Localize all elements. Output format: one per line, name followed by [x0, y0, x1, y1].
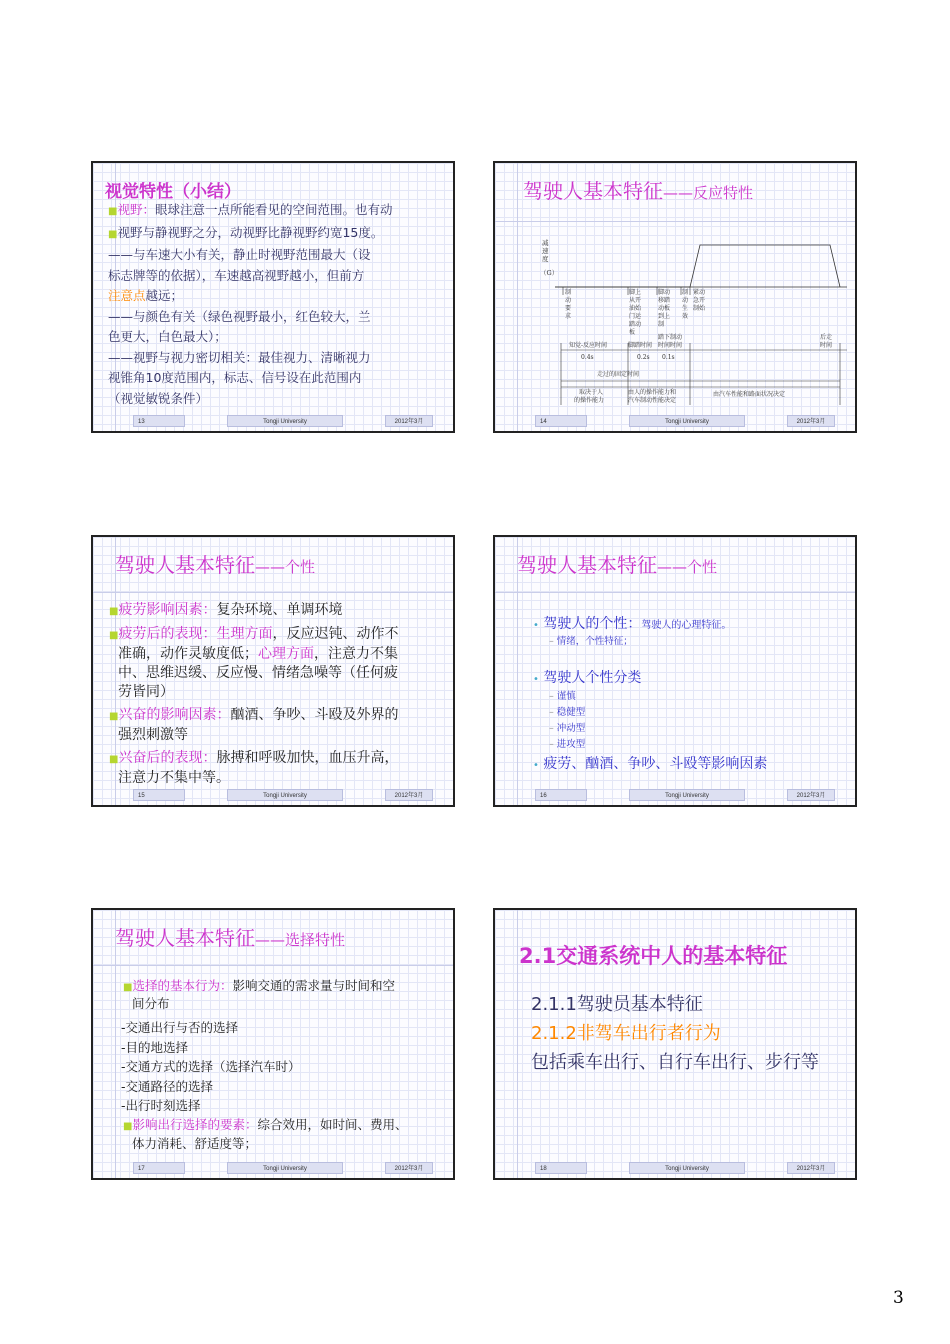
- text: 眼球注意一点所能看见的空间范围。也有动: [154, 202, 393, 217]
- slide-title: 视觉特性（小结）: [105, 182, 241, 202]
- list-item: -目的地选择: [121, 1039, 189, 1055]
- svg-text:踏动: 踏动: [629, 321, 642, 328]
- event-emergency-brake: [693, 288, 706, 312]
- text: ——与颜色有关（绿色视野最小，红色较大，兰: [108, 308, 371, 324]
- list-item: 冲动型: [556, 723, 586, 734]
- event-brake-effective: [682, 288, 688, 320]
- svg-text:门运: 门运: [629, 313, 642, 320]
- slide-body: [533, 615, 853, 775]
- bullet-icon: ■: [123, 1120, 133, 1132]
- text: 疲劳、酗酒、争吵、斗殴等影响因素: [543, 756, 768, 772]
- highlight: 生理方面: [216, 626, 273, 642]
- footer-center: Tongji University: [227, 1162, 343, 1174]
- text: 驾驶人个性分类: [543, 670, 642, 686]
- seg-after-2: 时间: [820, 342, 833, 349]
- text: 间分布: [132, 996, 170, 1011]
- slide-footer: [93, 415, 453, 427]
- text: 标志牌等的依据），车速越高视野越小，但前方: [108, 267, 365, 283]
- footer-date: 2012年3月: [787, 415, 835, 427]
- text: 准确，动作灵敏度低；: [118, 646, 258, 662]
- slide-number: 16: [535, 789, 587, 801]
- text: （视觉敏锐条件）: [108, 390, 209, 406]
- bottom-1b: 的操作能力: [574, 397, 605, 404]
- svg-text:脚上: 脚上: [629, 289, 642, 296]
- title-sub: ——反应特性: [663, 184, 754, 202]
- title-sub: ——选择特性: [255, 931, 346, 949]
- list-item: 稳健型: [556, 707, 586, 718]
- svg-text:求: 求: [565, 313, 572, 320]
- footer-center: Tongji University: [629, 1162, 745, 1174]
- ylabel-3: 度: [542, 255, 549, 263]
- text: 强烈刺激等: [118, 727, 188, 743]
- svg-text:生: 生: [682, 305, 689, 312]
- text: ——与车速大小有关，静止时视野范围最大（设: [108, 247, 371, 262]
- seg-press-2: 时间时间: [658, 342, 683, 349]
- slide-footer: [495, 415, 855, 427]
- slide-title: 2.1交通系统中人的基本特征: [519, 944, 788, 968]
- footer-date: 2012年3月: [787, 789, 835, 801]
- slide-footer: [495, 789, 855, 801]
- term: 视野：: [117, 202, 155, 217]
- slide-number: 13: [133, 415, 185, 427]
- dash-icon: –: [549, 739, 557, 750]
- t-press: 0.1s: [662, 354, 675, 361]
- deceleration-curve: [555, 245, 840, 287]
- list-item: 进攻型: [556, 739, 586, 750]
- guide-line: [495, 592, 855, 593]
- text: ，注意力不集: [314, 646, 398, 662]
- text: 劳皆同）: [118, 684, 174, 700]
- term: 驾驶人的个性：: [543, 616, 642, 632]
- highlight: 心理方面: [258, 646, 314, 662]
- bullet-icon: ■: [109, 711, 119, 722]
- slide-16: [493, 535, 857, 807]
- slide-title: [115, 549, 315, 578]
- svg-text:效: 效: [682, 313, 689, 320]
- t-pedal: 0.2s: [637, 354, 650, 361]
- event-foot-move: [629, 288, 642, 336]
- slide-18: [493, 908, 857, 1180]
- slide-13: [91, 161, 455, 433]
- text: ，反应迟钝、动作不: [272, 626, 399, 642]
- ylabel-2: 速: [542, 247, 549, 255]
- bullet-icon: ■: [108, 228, 118, 240]
- event-brake-request: [565, 288, 571, 320]
- svg-text:制: 制: [565, 289, 572, 296]
- bullet-icon: •: [533, 674, 539, 685]
- text: ——视野与视力密切相关：最佳视力、清晰视力: [108, 349, 371, 365]
- slide-body: [123, 978, 453, 1152]
- svg-text:制始: 制始: [693, 305, 706, 312]
- title-main: 驾驶人基本特征: [517, 553, 657, 577]
- bullet-icon: ■: [123, 982, 133, 993]
- dash-icon: –: [549, 723, 557, 734]
- term: 兴奋的影响因素：: [118, 707, 231, 723]
- guide-line: [93, 592, 453, 593]
- text: 驾驶人的心理特征。: [641, 620, 732, 631]
- list-item: -交通出行与否的选择: [121, 1020, 239, 1035]
- footer-center: Tongji University: [227, 415, 343, 427]
- text: 影响交通的需求量与时间和空: [232, 978, 395, 993]
- slide-number: 15: [133, 789, 185, 801]
- bullet-icon: ■: [109, 630, 119, 641]
- t-perception: 0.4s: [581, 354, 594, 361]
- slide-footer: [495, 1162, 855, 1174]
- slide-body: [109, 601, 454, 788]
- list-item: -交通路径的选择: [121, 1078, 214, 1094]
- seg-perception: 知觉-反应时间: [569, 342, 608, 349]
- list-item: -出行时刻选择: [121, 1098, 201, 1113]
- svg-text:动: 动: [565, 297, 572, 304]
- subsection-note: 包括乘车出行、自行车出行、步行等: [531, 1052, 819, 1073]
- svg-text:制: 制: [682, 289, 689, 296]
- guide-line: [517, 910, 518, 1178]
- text: 综合效用，如时间、费用、: [257, 1116, 408, 1132]
- slide-title: [517, 549, 717, 578]
- seg-press: 踏下制动: [658, 334, 683, 341]
- svg-text:移踏: 移踏: [658, 297, 671, 304]
- slide-body: [108, 200, 453, 409]
- list-item: 谨慎: [556, 691, 576, 702]
- slide-title: [523, 175, 753, 204]
- slide-17: [91, 908, 455, 1180]
- svg-text:从开: 从开: [629, 297, 642, 304]
- seg-pedal: 脚踏时间: [628, 342, 653, 349]
- bullet-icon: •: [533, 620, 539, 631]
- text: 视锥角10度范围内，标志、信号设在此范围内: [108, 370, 362, 385]
- svg-text:油始: 油始: [629, 305, 642, 312]
- bottom-1a: 取决于人: [579, 389, 604, 396]
- highlight: 注意点: [108, 288, 146, 303]
- title-sub: ——个性: [255, 558, 316, 576]
- bullet-icon: ■: [108, 206, 118, 217]
- footer-center: Tongji University: [227, 789, 343, 801]
- svg-text:脚动: 脚动: [658, 289, 671, 296]
- event-foot-to-brake: [658, 288, 670, 328]
- list-item: -交通方式的选择（选择汽车时）: [121, 1059, 301, 1074]
- bottom-2a: 由人的操作能力和: [628, 389, 677, 396]
- slide-number: 14: [535, 415, 587, 427]
- bottom-3: 由汽车性能和路面状况决定: [713, 391, 786, 398]
- svg-text:紧动: 紧动: [693, 289, 706, 296]
- bottom-2b: 汽车制动性能决定: [628, 397, 677, 404]
- slide-body: [531, 990, 857, 1077]
- svg-text:动: 动: [682, 297, 689, 304]
- svg-text:要: 要: [565, 305, 572, 312]
- footer-date: 2012年3月: [385, 1162, 433, 1174]
- ylabel-4: （G）: [540, 269, 559, 277]
- svg-text:急开: 急开: [693, 297, 706, 304]
- total-time: 走过的固定时间: [597, 371, 640, 378]
- slide-footer: [93, 1162, 453, 1174]
- footer-date: 2012年3月: [385, 789, 433, 801]
- svg-text:制: 制: [658, 321, 665, 328]
- text: 酗酒、争吵、斗殴及外界的: [230, 707, 399, 723]
- slide-15: [91, 535, 455, 807]
- guide-line: [495, 221, 855, 222]
- bullet-icon: ■: [109, 754, 119, 765]
- bullet-icon: ■: [109, 606, 119, 617]
- page-number: 3: [893, 1288, 904, 1308]
- text: 复杂环境、单调环境: [216, 602, 343, 618]
- footer-center: Tongji University: [629, 415, 745, 427]
- slide-14: [493, 161, 857, 433]
- reaction-diagram: [495, 223, 855, 423]
- text: 注意力不集中等。: [118, 770, 230, 786]
- svg-text:板: 板: [629, 329, 636, 336]
- term: 选择的基本行为：: [132, 978, 233, 993]
- title-main: 驾驶人基本特征: [115, 926, 255, 950]
- guide-line: [93, 965, 453, 966]
- subsection-1: 2.1.1驾驶员基本特征: [531, 994, 703, 1015]
- text: 情绪，个性特征；: [556, 636, 633, 647]
- dash-icon: –: [549, 636, 557, 647]
- ylabel-1: 减: [542, 239, 549, 247]
- footer-center: Tongji University: [629, 789, 745, 801]
- term: 兴奋后的表现：: [118, 750, 217, 766]
- dash-icon: –: [549, 691, 557, 702]
- title-sub: ——个性: [657, 558, 718, 576]
- footer-date: 2012年3月: [787, 1162, 835, 1174]
- text: 中、思维迟缓、反应慢、情绪急噪等（任何疲: [118, 665, 398, 681]
- slide-number: 18: [535, 1162, 587, 1174]
- text: 脉搏和呼吸加快，血压升高，: [216, 750, 399, 766]
- term: 疲劳后的表现：: [118, 626, 217, 642]
- svg-text:到上: 到上: [658, 313, 671, 320]
- slide-footer: [93, 789, 453, 801]
- slide-title: [115, 922, 345, 951]
- seg-after: 后走: [820, 334, 833, 341]
- bullet-icon: •: [533, 760, 539, 771]
- term: 影响出行选择的要素：: [132, 1116, 258, 1132]
- slide-number: 17: [133, 1162, 185, 1174]
- footer-date: 2012年3月: [385, 415, 433, 427]
- term: 疲劳影响因素：: [118, 602, 217, 618]
- text: 体力消耗、舒适度等；: [132, 1135, 258, 1151]
- text: 越远；: [145, 288, 184, 303]
- subsection-2: 2.1.2非驾车出行者行为: [531, 1023, 721, 1044]
- dash-icon: –: [549, 707, 557, 718]
- text: 色更大，白色最大）；: [108, 329, 227, 344]
- title-main: 驾驶人基本特征: [523, 179, 663, 203]
- svg-text:动板: 动板: [658, 305, 671, 312]
- title-main: 驾驶人基本特征: [115, 553, 255, 577]
- text: 视野与静视野之分，动视野比静视野约宽15度。: [117, 224, 384, 240]
